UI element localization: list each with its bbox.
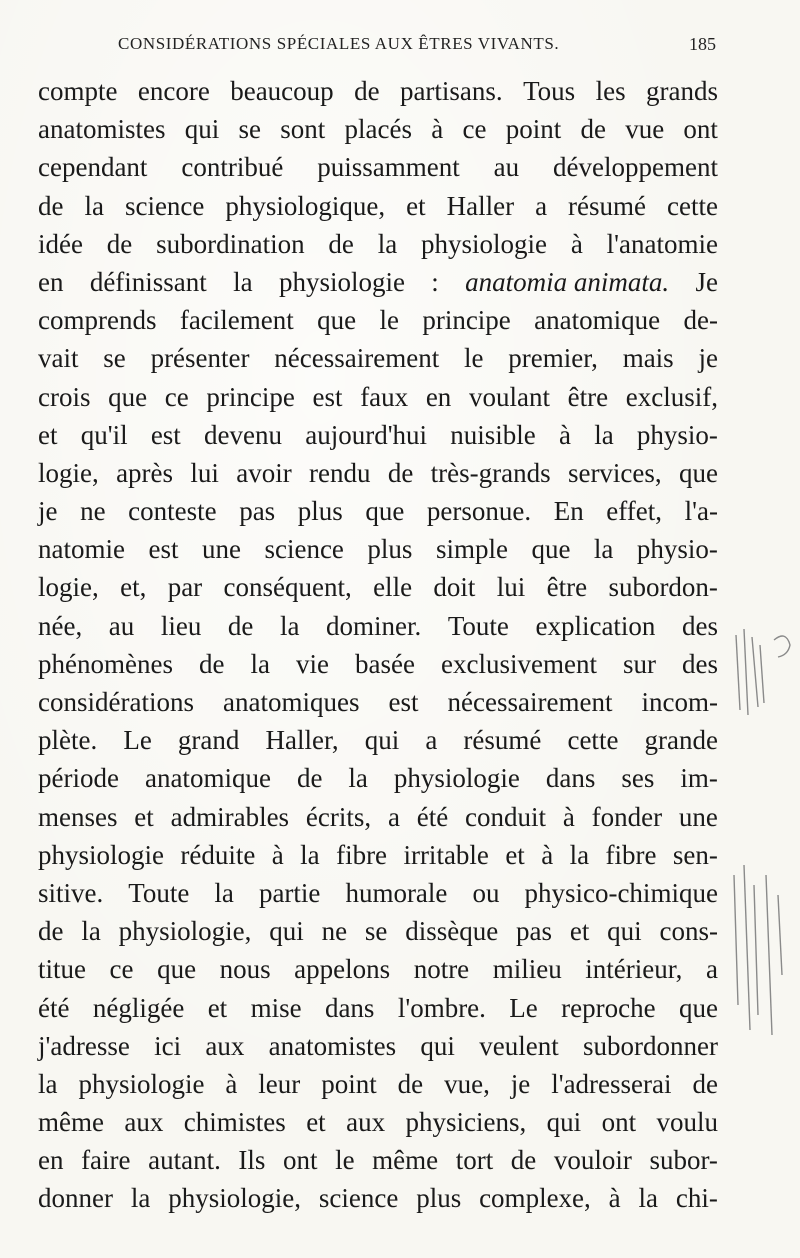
word: considérations	[38, 687, 194, 717]
word: en	[38, 266, 64, 297]
word: titue	[38, 954, 86, 985]
word: elle	[373, 572, 413, 603]
word: la	[250, 648, 270, 679]
word: à	[431, 114, 444, 145]
word: science	[318, 1183, 399, 1214]
word: ici	[154, 1030, 182, 1061]
text-line	[38, 72, 718, 110]
word: sont	[280, 114, 326, 145]
word: rendu	[309, 457, 371, 488]
word: été	[416, 801, 449, 832]
word: aux	[205, 1030, 245, 1061]
word: de	[106, 228, 133, 259]
text-line	[38, 989, 718, 1027]
word: de	[354, 76, 380, 106]
text-line	[38, 378, 718, 416]
pencil-margin-mark-icon	[728, 615, 800, 725]
word: qui	[546, 1107, 582, 1138]
word: de	[692, 1068, 718, 1099]
word: de	[397, 1068, 424, 1099]
word: sitive.	[38, 877, 104, 908]
text-line	[38, 836, 718, 874]
word: personue.	[426, 496, 532, 527]
word: exclusif,	[625, 381, 718, 412]
word: a	[387, 801, 400, 832]
word: ce	[462, 114, 487, 145]
word: irritable	[403, 839, 489, 870]
word: le	[379, 305, 399, 336]
word: appelons	[294, 954, 391, 985]
word: vue,	[444, 1068, 490, 1099]
word: vue	[625, 114, 665, 145]
word: nous	[219, 954, 271, 985]
word: la	[81, 916, 101, 947]
word: lui	[496, 572, 526, 603]
word: fibre	[336, 839, 388, 870]
word: tort	[455, 1145, 494, 1176]
word: grande	[644, 725, 718, 756]
word: même	[38, 1107, 104, 1138]
word: milieu	[492, 954, 562, 985]
word: cons-	[659, 916, 718, 947]
word: j'adresse	[38, 1030, 130, 1061]
page-number: 185	[689, 34, 716, 54]
word: Le	[509, 992, 538, 1023]
word: être	[567, 381, 609, 412]
text-line	[38, 530, 718, 568]
word: premier,	[508, 343, 598, 374]
word: chimistes	[183, 1107, 286, 1138]
word: la	[84, 190, 104, 221]
word: que	[157, 954, 197, 985]
text-line	[38, 148, 718, 186]
word: se	[103, 343, 126, 374]
word: voulant	[468, 381, 550, 412]
word: que	[108, 381, 148, 412]
word: plus	[367, 534, 413, 565]
word: vouloir	[553, 1145, 632, 1176]
text-line	[38, 1065, 718, 1103]
word: physiologie,	[168, 1183, 301, 1214]
word: qui	[420, 1030, 455, 1061]
word: ou	[472, 877, 500, 908]
word: menses	[38, 801, 118, 832]
word: que	[679, 457, 718, 488]
word: en	[38, 1145, 64, 1176]
word: sur	[622, 648, 656, 679]
word: subordonner	[582, 1030, 718, 1061]
word: point	[321, 1068, 377, 1099]
word: résumé	[463, 725, 542, 756]
word: partisans.	[399, 76, 503, 106]
word: née,	[38, 610, 83, 641]
word: à	[559, 419, 571, 450]
word: partie	[258, 877, 321, 908]
word: après	[116, 457, 174, 488]
text-line	[38, 1179, 718, 1217]
body-text	[38, 72, 718, 1218]
word: et	[306, 1107, 326, 1138]
word: anatomistes	[268, 1030, 397, 1061]
word: définissant	[89, 266, 207, 297]
word: aux	[124, 1107, 164, 1138]
word: physiologie,	[118, 916, 252, 947]
word: principe	[422, 305, 511, 336]
word: dominer.	[326, 610, 422, 641]
running-head	[118, 34, 716, 60]
text-line	[38, 568, 718, 606]
word: de	[227, 610, 254, 641]
text-line	[38, 607, 718, 645]
text-line	[38, 301, 718, 339]
word: crois	[38, 381, 91, 412]
word: avoir	[236, 457, 292, 488]
word: nécessairement	[447, 687, 613, 717]
word: l'ombre.	[397, 992, 486, 1023]
word: à	[225, 1068, 238, 1099]
text-line	[38, 645, 718, 683]
word: la	[130, 1183, 151, 1214]
word: effet,	[606, 496, 663, 527]
word: :	[431, 266, 439, 297]
word: physiciens,	[405, 1107, 527, 1138]
word: réduite	[180, 839, 256, 870]
word: incom-	[641, 687, 718, 717]
running-title: CONSIDÉRATIONS SPÉCIALES AUX ÊTRES VIVANTS.	[118, 34, 560, 53]
word: physiologie	[78, 1068, 205, 1099]
word: logie,	[38, 457, 99, 488]
text-line	[38, 683, 718, 721]
word: de	[510, 1145, 537, 1176]
word: comprends	[38, 305, 157, 336]
word: je	[510, 1068, 531, 1099]
word: et	[569, 916, 590, 947]
word: donner	[38, 1183, 113, 1214]
word: la	[638, 1183, 659, 1214]
word: l'adresserai	[551, 1068, 672, 1099]
word: la	[569, 839, 590, 870]
word: faire	[81, 1145, 131, 1176]
word: natomie	[38, 534, 125, 565]
word: chi-	[675, 1183, 718, 1214]
word: encore	[137, 76, 210, 106]
word: point	[505, 114, 562, 145]
word: physiologie	[393, 763, 520, 794]
word: et	[505, 839, 525, 870]
word: Toute	[447, 610, 509, 641]
word: que	[678, 992, 718, 1023]
word: grand	[177, 725, 240, 756]
word: physico-chimique	[524, 877, 718, 908]
word: grands	[645, 76, 718, 106]
word: même	[372, 1145, 439, 1176]
word: ne	[321, 916, 348, 947]
word: je	[698, 343, 718, 374]
word: plus	[416, 1183, 462, 1214]
word: Ils	[238, 1145, 266, 1176]
word: été	[38, 992, 70, 1023]
text-line	[38, 721, 718, 759]
word: ont	[601, 1107, 637, 1138]
word: ses	[621, 763, 655, 794]
word: a	[425, 725, 438, 756]
text-line	[38, 110, 718, 148]
word: qu'il	[80, 419, 128, 450]
word: phénomènes	[38, 648, 173, 679]
word: conduit	[465, 801, 547, 832]
word: subor-	[649, 1145, 718, 1176]
word: conséquent,	[223, 572, 352, 603]
text-line	[38, 798, 718, 836]
word: faux	[360, 381, 409, 412]
word: Je	[695, 266, 718, 297]
word: la	[233, 266, 253, 297]
word: au	[108, 610, 135, 641]
word: cependant	[38, 152, 148, 183]
word: au	[493, 152, 520, 183]
word: l'anatomie	[606, 228, 718, 259]
word: Haller	[446, 190, 515, 221]
word: simple	[435, 534, 508, 565]
word: se	[238, 114, 261, 145]
word: subordon-	[608, 572, 718, 603]
word: Tous	[523, 76, 576, 106]
word: beaucoup	[230, 76, 334, 106]
word: leur	[258, 1068, 301, 1099]
word: physio-	[636, 534, 718, 565]
word: se	[364, 916, 388, 947]
word: est	[148, 534, 179, 565]
word: de	[38, 916, 64, 947]
word: humorale	[345, 877, 448, 908]
word: notre	[413, 954, 470, 985]
word: veulent	[479, 1030, 559, 1061]
word: services,	[567, 457, 662, 488]
word: cette	[666, 190, 718, 221]
word: à	[608, 1183, 621, 1214]
word: de	[198, 648, 225, 679]
text-line	[38, 187, 718, 225]
word: subordination	[156, 228, 305, 259]
text-line	[38, 874, 718, 912]
word: par	[167, 572, 203, 603]
word: plus	[297, 496, 343, 527]
word: des	[681, 648, 718, 679]
italic-phrase: anatomia animata.	[465, 266, 670, 297]
word: anatomistes	[38, 114, 166, 145]
word: mise	[250, 992, 302, 1023]
word: de-	[683, 305, 718, 336]
word: et	[406, 190, 426, 221]
word: à	[570, 228, 583, 259]
word: cette	[567, 725, 619, 756]
word: que	[317, 305, 357, 336]
word: a	[535, 190, 548, 221]
pencil-margin-mark-icon	[728, 855, 800, 1045]
word: ce	[164, 381, 189, 412]
word: facilement	[179, 305, 294, 336]
word: En	[553, 496, 584, 527]
word: la	[38, 1068, 58, 1099]
word: anatomique	[144, 763, 271, 794]
word: im-	[680, 763, 718, 794]
word: et,	[120, 572, 147, 603]
word: dissèque	[405, 916, 499, 947]
word: contribué	[181, 152, 284, 183]
word: physiologie	[278, 266, 405, 297]
word: les	[595, 76, 626, 106]
word: placés	[344, 114, 412, 145]
text-line	[38, 950, 718, 988]
word: ont	[683, 114, 718, 145]
word: nécessairement	[274, 343, 440, 374]
word: très-grands	[430, 457, 551, 488]
word: être	[546, 572, 588, 603]
word: ne	[80, 496, 106, 527]
word: aujourd'hui	[305, 419, 428, 450]
word: explication	[535, 610, 656, 641]
word: reproche	[561, 992, 656, 1023]
word: ont	[282, 1145, 318, 1176]
word: période	[38, 763, 119, 794]
word: idée	[38, 228, 83, 259]
word: anatomique	[534, 305, 661, 336]
word: lieu	[160, 610, 202, 641]
word: dans	[545, 763, 596, 794]
word: fonder	[591, 801, 663, 832]
word: de	[296, 763, 323, 794]
text-line	[38, 416, 718, 454]
word: est	[312, 381, 343, 412]
word: de	[38, 190, 64, 221]
word: basée	[355, 648, 415, 679]
word: je	[38, 496, 58, 527]
word: physiologique,	[225, 190, 386, 221]
text-line	[38, 263, 718, 301]
word: que	[365, 496, 405, 527]
word: la	[377, 228, 398, 259]
word: vait	[38, 343, 79, 374]
word: qui	[269, 916, 304, 947]
word: et	[207, 992, 228, 1023]
text-line	[38, 225, 718, 263]
word: à	[541, 839, 554, 870]
word: qui	[184, 114, 220, 145]
word: compte	[38, 76, 118, 106]
word: développement	[553, 152, 718, 183]
word: écrits,	[305, 801, 372, 832]
word: doit	[433, 572, 476, 603]
word: la	[594, 419, 614, 450]
word: sen-	[672, 839, 718, 870]
word: complexe,	[479, 1183, 591, 1214]
word: vie	[296, 648, 329, 679]
text-line	[38, 492, 718, 530]
text-line	[38, 1103, 718, 1141]
word: est	[388, 687, 419, 717]
word: à	[562, 801, 575, 832]
word: mais	[622, 343, 674, 374]
word: une	[201, 534, 241, 565]
word: présenter	[150, 343, 250, 374]
word: logie,	[38, 572, 99, 603]
word: la	[300, 839, 320, 870]
word: Toute	[128, 877, 190, 908]
word: l'a-	[684, 496, 718, 527]
word: admirables	[170, 801, 290, 832]
word: des	[682, 610, 718, 641]
word: exclusivement	[441, 648, 597, 679]
word: ce	[109, 954, 134, 985]
word: est	[150, 419, 181, 450]
word: lui	[190, 457, 219, 488]
text-line	[38, 912, 718, 950]
word: à	[271, 839, 284, 870]
word: négligée	[92, 992, 185, 1023]
word: pas	[516, 916, 553, 947]
word: principe	[206, 381, 295, 412]
word: devenu	[204, 419, 282, 450]
word: Haller,	[265, 725, 339, 756]
word: physio-	[636, 419, 718, 450]
word: et	[134, 801, 154, 832]
word: la	[214, 877, 234, 908]
word: aux	[346, 1107, 386, 1138]
word: science	[124, 190, 205, 221]
word: intérieur,	[585, 954, 683, 985]
word: Le	[123, 725, 152, 756]
word: résumé	[568, 190, 646, 221]
word: physiologie	[38, 839, 164, 870]
word: plète.	[38, 725, 98, 756]
word: pas	[239, 496, 276, 527]
word: dans	[324, 992, 375, 1023]
word: nuisible	[450, 419, 536, 450]
text-line	[38, 339, 718, 377]
word: anatomiques	[223, 687, 360, 717]
word: de	[580, 114, 606, 145]
word: science	[264, 534, 344, 565]
word: la	[593, 534, 614, 565]
word: a	[705, 954, 718, 985]
word: que	[531, 534, 571, 565]
word: autant.	[148, 1145, 221, 1176]
word: le	[335, 1145, 355, 1176]
word: qui	[364, 725, 400, 756]
text-line	[38, 759, 718, 797]
word: de	[328, 228, 354, 259]
word: conteste	[128, 496, 217, 527]
word: en	[425, 381, 452, 412]
word: une	[678, 801, 718, 832]
word: fibre	[605, 839, 657, 870]
word: voulu	[656, 1107, 718, 1138]
text-line	[38, 1141, 718, 1179]
word: physiologie	[421, 228, 548, 259]
text-line	[38, 1027, 718, 1065]
word: puissamment	[317, 152, 460, 183]
text-line	[38, 454, 718, 492]
word: de	[387, 457, 414, 488]
word: le	[464, 343, 484, 374]
word: la	[348, 763, 368, 794]
word: la	[279, 610, 300, 641]
word: qui	[607, 916, 642, 947]
word: et	[38, 419, 58, 450]
